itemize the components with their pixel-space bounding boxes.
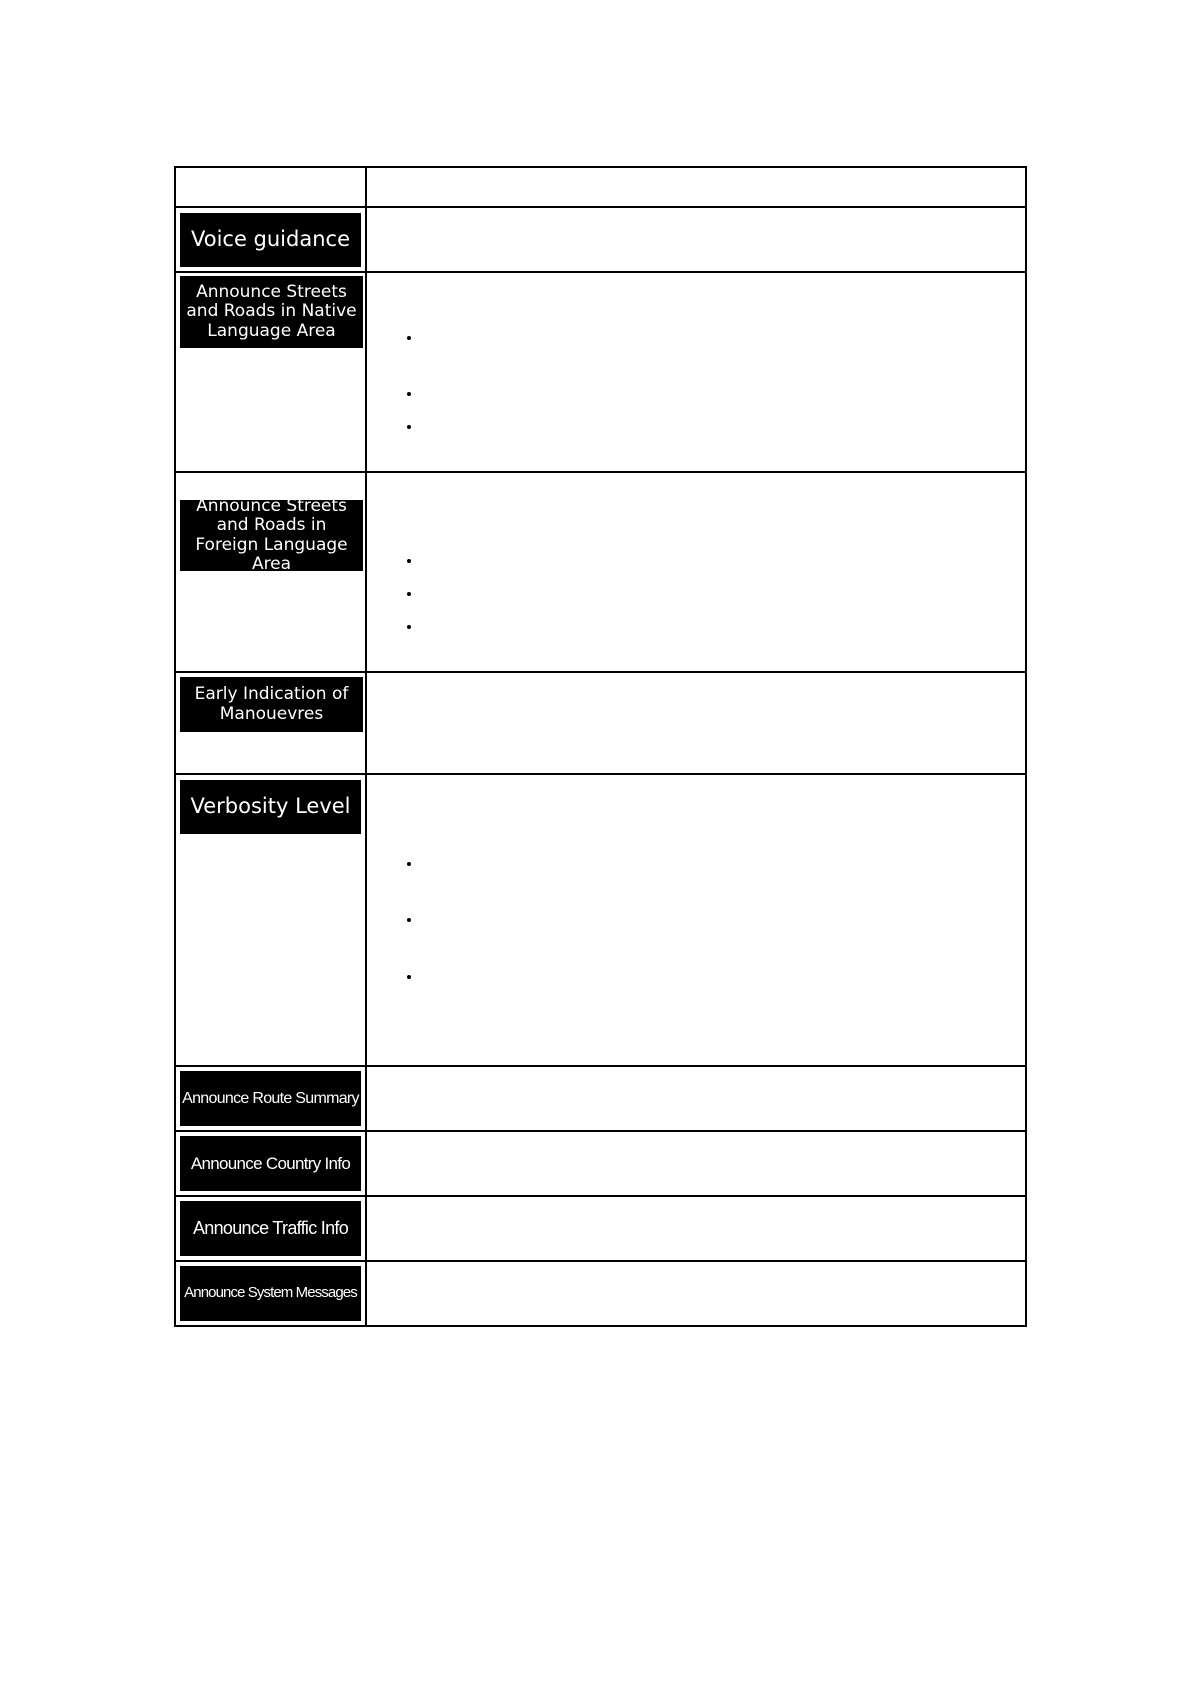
announce-country-info-button[interactable]: Announce Country Info <box>180 1136 361 1191</box>
bullet-marker <box>407 425 411 429</box>
settings-table <box>174 166 1027 1327</box>
bullet-marker <box>407 975 411 979</box>
header-cell-description <box>366 167 1026 207</box>
header-cell-button <box>175 167 366 207</box>
table-row <box>175 1196 1026 1261</box>
description-cell <box>366 1196 1026 1261</box>
button-cell <box>175 1131 366 1196</box>
table-row <box>175 672 1026 774</box>
table-row <box>175 774 1026 1066</box>
description-cell <box>366 472 1026 672</box>
early-indication-button[interactable]: Early Indication of Manouevres <box>180 677 363 732</box>
button-cell <box>175 1066 366 1131</box>
description-cell <box>366 207 1026 272</box>
bullet-marker <box>407 559 411 563</box>
announce-route-summary-button[interactable]: Announce Route Summary <box>180 1071 361 1126</box>
table-row <box>175 207 1026 272</box>
bullet-marker <box>407 918 411 922</box>
table-row <box>175 1261 1026 1326</box>
bullet-marker <box>407 625 411 629</box>
announce-native-language-button[interactable]: Announce Streets and Roads in Native Language Area <box>180 276 363 348</box>
description-cell <box>366 774 1026 1066</box>
button-cell <box>175 207 366 272</box>
table-header-row <box>175 167 1026 207</box>
button-cell <box>175 774 366 1066</box>
announce-system-messages-button[interactable]: Announce System Messages <box>180 1266 361 1321</box>
bullet-marker <box>407 392 411 396</box>
table-row <box>175 272 1026 472</box>
description-cell <box>366 272 1026 472</box>
button-cell <box>175 472 366 672</box>
button-cell <box>175 672 366 774</box>
button-cell <box>175 272 366 472</box>
voice-guidance-button[interactable]: Voice guidance <box>180 213 361 267</box>
announce-traffic-info-button[interactable]: Announce Traffic Info <box>180 1201 361 1256</box>
description-cell <box>366 1066 1026 1131</box>
button-cell <box>175 1261 366 1326</box>
button-cell <box>175 1196 366 1261</box>
bullet-marker <box>407 862 411 866</box>
table-row <box>175 1066 1026 1131</box>
announce-foreign-language-button[interactable]: Announce Streets and Roads in Foreign Language Area <box>180 500 363 571</box>
table-row <box>175 472 1026 672</box>
description-cell <box>366 1131 1026 1196</box>
bullet-marker <box>407 336 411 340</box>
description-cell <box>366 672 1026 774</box>
bullet-marker <box>407 592 411 596</box>
verbosity-level-button[interactable]: Verbosity Level <box>180 780 361 834</box>
table-row <box>175 1131 1026 1196</box>
description-cell <box>366 1261 1026 1326</box>
